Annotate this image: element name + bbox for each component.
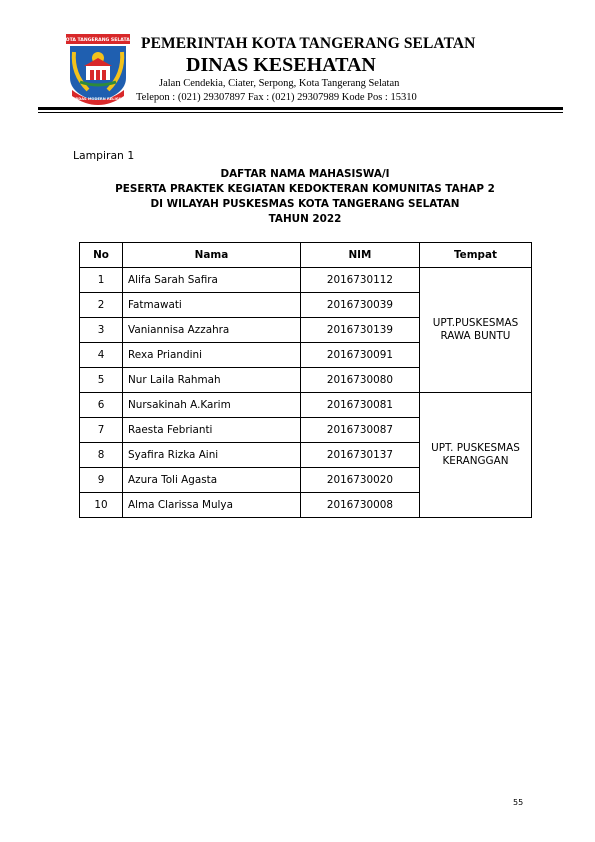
cell-name: Alifa Sarah Safira (123, 268, 301, 293)
cell-name: Syafira Rizka Aini (123, 443, 301, 468)
title-line: DI WILAYAH PUSKESMAS KOTA TANGERANG SELATAN (150, 198, 460, 210)
cell-nim: 2016730087 (300, 418, 419, 443)
place-line: RAWA BUNTU (440, 330, 511, 342)
attachment-label: Lampiran 1 (73, 149, 135, 162)
cell-name: Nur Laila Rahmah (123, 368, 301, 393)
student-roster-table (79, 242, 532, 518)
cell-name: Fatmawati (123, 293, 301, 318)
cell-no: 10 (80, 493, 123, 518)
letterhead-contact: Telepon : (021) 29307897 Fax : (021) 29307989 Kode Pos : 15310 (136, 92, 417, 103)
cell-name: Alma Clarissa Mulya (123, 493, 301, 518)
logo-banner-bottom: CERDAS MODERN RELIGIUS (70, 97, 126, 101)
cell-no: 7 (80, 418, 123, 443)
logo-banner-top: KOTA TANGERANG SELATAN (62, 38, 134, 43)
letterhead-government: PEMERINTAH KOTA TANGERANG SELATAN (141, 35, 476, 52)
cell-nim: 2016730139 (300, 318, 419, 343)
cell-nim: 2016730081 (300, 393, 419, 418)
cell-no: 9 (80, 468, 123, 493)
letterhead-department: DINAS KESEHATAN (186, 54, 376, 76)
header-no: No (80, 243, 123, 268)
cell-nim: 2016730039 (300, 293, 419, 318)
place-line: UPT.PUSKESMAS (432, 317, 519, 329)
city-emblem-logo (62, 34, 134, 106)
document-title (78, 167, 532, 227)
title-line: PESERTA PRAKTEK KEGIATAN KEDOKTERAN KOMUNITAS TAHAP 2 (115, 183, 495, 195)
table-row (80, 393, 532, 418)
cell-no: 1 (80, 268, 123, 293)
letterhead-divider-thin (38, 112, 563, 113)
cell-nim: 2016730020 (300, 468, 419, 493)
cell-name: Raesta Febrianti (123, 418, 301, 443)
header-name: Nama (123, 243, 301, 268)
cell-nim: 2016730112 (300, 268, 419, 293)
page-number: 55 (513, 798, 524, 807)
letterhead-address: Jalan Cendekia, Ciater, Serpong, Kota Tangerang Selatan (159, 78, 400, 89)
cell-no: 2 (80, 293, 123, 318)
letterhead-divider-thick (38, 107, 563, 110)
table-header-row (80, 243, 532, 268)
cell-nim: 2016730008 (300, 493, 419, 518)
cell-place-group-1 (419, 268, 531, 393)
header-nim: NIM (300, 243, 419, 268)
cell-no: 5 (80, 368, 123, 393)
title-line: DAFTAR NAMA MAHASISWA/I (220, 168, 390, 180)
cell-place-group-2 (419, 393, 531, 518)
cell-nim: 2016730080 (300, 368, 419, 393)
cell-name: Nursakinah A.Karim (123, 393, 301, 418)
cell-no: 3 (80, 318, 123, 343)
place-line: UPT. PUSKESMAS (431, 442, 520, 454)
header-place: Tempat (419, 243, 531, 268)
cell-no: 6 (80, 393, 123, 418)
cell-name: Rexa Priandini (123, 343, 301, 368)
table-row (80, 268, 532, 293)
title-line: TAHUN 2022 (268, 213, 342, 225)
cell-name: Azura Toli Agasta (123, 468, 301, 493)
cell-nim: 2016730137 (300, 443, 419, 468)
cell-no: 4 (80, 343, 123, 368)
cell-nim: 2016730091 (300, 343, 419, 368)
cell-no: 8 (80, 443, 123, 468)
cell-name: Vaniannisa Azzahra (123, 318, 301, 343)
place-line: KERANGGAN (442, 455, 509, 467)
